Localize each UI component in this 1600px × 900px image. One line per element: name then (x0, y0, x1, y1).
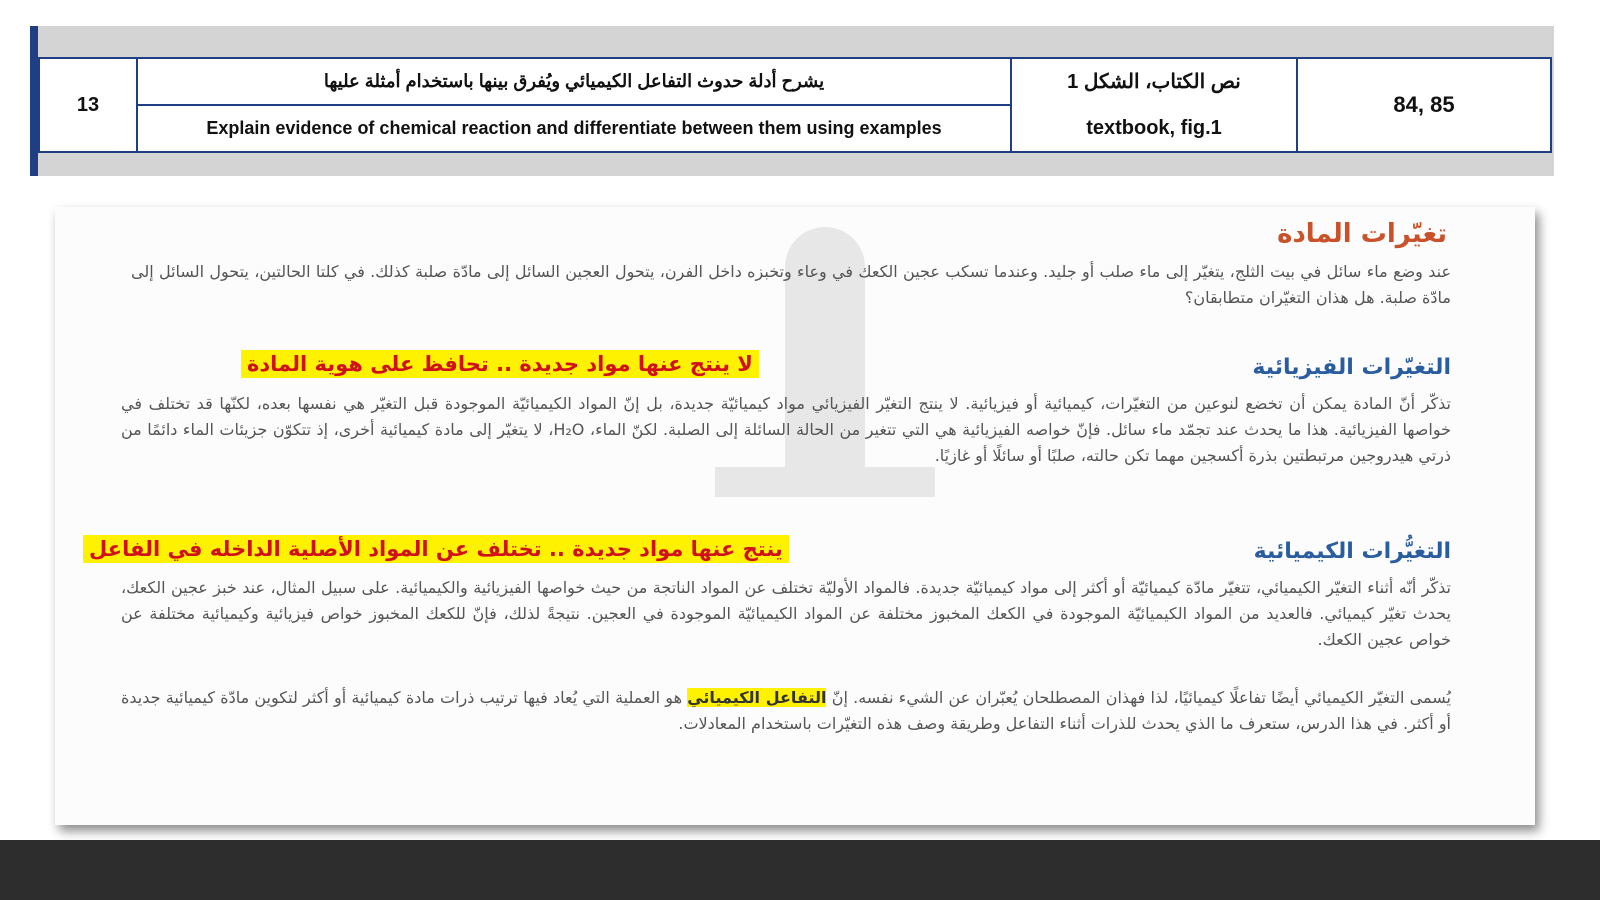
banner-edge (1554, 26, 1570, 176)
textbook-excerpt (55, 207, 1535, 825)
banner-accent-bar (30, 26, 38, 176)
objective-reference (1011, 58, 1297, 152)
intro-paragraph: عند وضع ماء سائل في بيت الثلج، يتغيّر إلى ماء صلب أو جليد. وعندما تسكب عجين الكعك في وعاء وتخبزه داخل الفرن، يتحول العجين السائل إلى مادّة صلبة كذلك. في كلتا الحالتين، يتحول السائل إلى مادّة صلبة. هل هذان التغيّران متطابقان؟ (131, 262, 1451, 307)
reference-arabic: نص الكتاب، الشكل 1 (1067, 71, 1241, 93)
physical-changes-note: لا ينتج عنها مواد جديدة .. تحافظ على هوية المادة (241, 350, 759, 378)
reaction-text-start: يُسمى التغيّر الكيميائي أيضًا تفاعلًا كيميائيًا، لذا فهذان المصطلحان يُعبّران عن الشيء نفسه. إنّ (826, 688, 1451, 707)
objective-english: Explain evidence of chemical reaction and differentiate between them using examples (137, 105, 1011, 152)
section-title: تغيّرات المادة (1277, 219, 1447, 249)
physical-changes-paragraph: تذكّر أنّ المادة يمكن أن تخضع لنوعين من التغيّرات، كيميائية أو فيزيائية. لا ينتج التغيّر الفيزيائي مواد كيميائيّة جديدة، بل إنّ المواد الكيميائيّة الموجودة قبل التغيّر هي نفسها بعده، لكنّها قد تختلف في خواصها الفيزيائية. هذا ما يحدث عند تجمّد ماء سائل. فإنّ خواصه الفيزيائية هي التي تتغير من الحالة السائلة إلى الصلبة. لكنّ الماء، H₂O، لا يتغيّر إلى مادة كيميائية أخرى، إذ تتكوّن جزيئات الماء دائمًا من ذرتي هيدروجين مرتبطتين بذرة أكسجين مهما تكن حالته، صلبًا أو سائلًا أو غازيًا. (121, 394, 1451, 465)
key-term: التفاعل الكيميائي (687, 688, 827, 707)
objectives-banner (30, 26, 1570, 176)
objectives-table (38, 57, 1552, 153)
reference-english: textbook, fig.1 (1086, 117, 1222, 139)
objective-number: 13 (39, 58, 137, 152)
chemical-changes-heading: التغيُّرات الكيميائية (1253, 539, 1451, 564)
bottom-bar (0, 840, 1600, 900)
objective-pages: 84, 85 (1297, 58, 1551, 152)
chemical-changes-paragraph: تذكّر أنّه أثناء التغيّر الكيميائي، تتغيّر مادّة كيميائيّة أو أكثر إلى مواد كيميائيّة جديدة. فالمواد الأوليّة تختلف عن المواد الناتجة من حيث خواصها الفيزيائية والكيميائية. على سبيل المثال، عند خبز عجين الكعك، يحدث تغيّر كيميائي. فالعديد من المواد الكيميائيّة الموجودة في الكعك المخبوز مختلفة عن المواد الكيميائيّة الموجودة في العجين. نتيجةً لذلك، فإنّ للكعك المخبوز خواص فيزيائية وكيميائية مختلفة عن خواص عجين الكعك. (121, 578, 1451, 649)
reaction-text-end: هو العملية التي يُعاد فيها ترتيب ذرات مادة كيميائية أو أكثر لتكوين مادّة كيميائية جديدة أو أكثر. في هذا الدرس، ستعرف ما الذي يحدث للذرات أثناء التفاعل وطريقة وصف هذه التغيّرات باستخدام المعادلات. (121, 688, 1451, 733)
chemical-reaction-paragraph (121, 685, 1451, 737)
table-row (39, 58, 1551, 105)
chemical-changes-note: ينتج عنها مواد جديدة .. تختلف عن المواد الأصلية الداخله في الفاعل (83, 535, 789, 563)
objective-arabic: يشرح أدلة حدوث التفاعل الكيميائي ويُفرق بينها باستخدام أمثلة عليها (137, 58, 1011, 105)
physical-changes-heading: التغيّرات الفيزيائية (1252, 355, 1451, 380)
